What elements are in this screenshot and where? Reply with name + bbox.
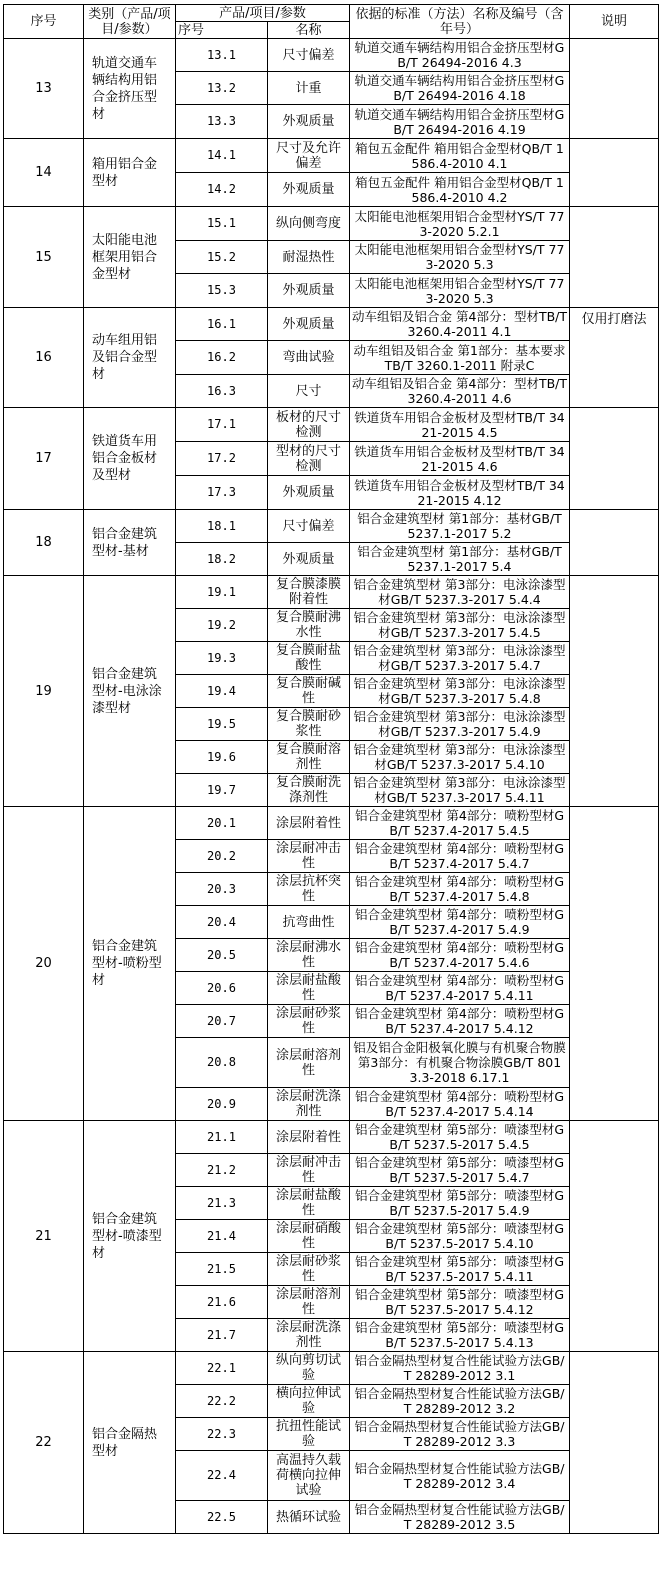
table-row (4, 807, 659, 840)
group-seq: 14 (4, 139, 84, 207)
item-standard: 箱包五金配件 箱用铝合金型材QB/T 1586.4-2010 4.1 (350, 139, 570, 173)
table-row (4, 510, 659, 543)
item-name: 计重 (268, 72, 350, 105)
item-number: 20.6 (176, 972, 268, 1005)
item-standard: 铝合金建筑型材 第3部分：电泳涂漆型材GB/T 5237.3-2017 5.4.9 (350, 708, 570, 741)
item-name: 纵向剪切试验 (268, 1352, 350, 1385)
group-category-text: 动车组用铝及铝合金型材 (92, 333, 158, 382)
item-number: 22.3 (176, 1418, 268, 1451)
item-standard: 动车组铝及铝合金 第1部分：基本要求TB/T 3260.1-2011 附录C (350, 341, 570, 375)
item-number: 20.5 (176, 939, 268, 972)
item-name: 外观质量 (268, 476, 350, 510)
item-standard: 铝合金建筑型材 第3部分：电泳涂漆型材GB/T 5237.3-2017 5.4.7 (350, 642, 570, 675)
item-name: 外观质量 (268, 105, 350, 139)
item-standard: 太阳能电池框架用铝合金型材YS/T 773-2020 5.3 (350, 274, 570, 308)
item-name: 热循环试验 (268, 1501, 350, 1534)
item-name: 弯曲试验 (268, 341, 350, 375)
item-number: 19.3 (176, 642, 268, 675)
header-note: 说明 (570, 5, 659, 39)
table-row (4, 1121, 659, 1154)
item-standard: 铝合金隔热型材复合性能试验方法GB/T 28289-2012 3.4 (350, 1451, 570, 1501)
item-name: 外观质量 (268, 543, 350, 576)
group-category (84, 408, 176, 510)
group-note (570, 576, 659, 807)
item-standard: 铝合金建筑型材 第3部分：电泳涂漆型材GB/T 5237.3-2017 5.4.11 (350, 774, 570, 807)
item-number: 13.2 (176, 72, 268, 105)
item-standard: 铝合金建筑型材 第5部分：喷漆型材GB/T 5237.5-2017 5.4.12 (350, 1286, 570, 1319)
item-standard: 铝合金建筑型材 第5部分：喷漆型材GB/T 5237.5-2017 5.4.11 (350, 1253, 570, 1286)
item-standard: 铝合金建筑型材 第4部分：喷粉型材GB/T 5237.4-2017 5.4.14 (350, 1088, 570, 1121)
group-note (570, 39, 659, 139)
header-sub-seq: 序号 (176, 22, 268, 39)
item-number: 21.7 (176, 1319, 268, 1352)
group-category (84, 207, 176, 308)
item-standard: 铝合金建筑型材 第4部分：喷粉型材GB/T 5237.4-2017 5.4.9 (350, 906, 570, 939)
item-name: 外观质量 (268, 173, 350, 207)
item-standard: 铝合金建筑型材 第5部分：喷漆型材GB/T 5237.5-2017 5.4.5 (350, 1121, 570, 1154)
item-number: 17.3 (176, 476, 268, 510)
item-name: 涂层耐洗涤剂性 (268, 1088, 350, 1121)
item-name: 涂层抗杯突性 (268, 873, 350, 906)
item-name: 复合膜耐沸水性 (268, 609, 350, 642)
item-standard: 轨道交通车辆结构用铝合金挤压型材GB/T 26494-2016 4.19 (350, 105, 570, 139)
group-category-text: 轨道交通车辆结构用铝合金挤压型材 (92, 55, 158, 122)
item-number: 19.6 (176, 741, 268, 774)
item-number: 19.2 (176, 609, 268, 642)
item-number: 22.5 (176, 1501, 268, 1534)
item-number: 19.4 (176, 675, 268, 708)
item-name: 复合膜耐溶剂性 (268, 741, 350, 774)
item-standard: 箱包五金配件 箱用铝合金型材QB/T 1586.4-2010 4.2 (350, 173, 570, 207)
item-name: 横向拉伸试验 (268, 1385, 350, 1418)
group-note (570, 207, 659, 308)
group-note (570, 1121, 659, 1352)
item-standard: 铝合金建筑型材 第5部分：喷漆型材GB/T 5237.5-2017 5.4.7 (350, 1154, 570, 1187)
item-name: 涂层耐砂浆性 (268, 1253, 350, 1286)
group-category (84, 576, 176, 807)
standards-table (3, 4, 659, 1534)
item-number: 17.2 (176, 442, 268, 476)
item-number: 15.2 (176, 241, 268, 274)
item-name: 涂层附着性 (268, 1121, 350, 1154)
group-category-text: 铝合金建筑型材-喷漆型材 (92, 1211, 162, 1261)
item-number: 21.5 (176, 1253, 268, 1286)
item-standard: 铝合金建筑型材 第4部分：喷粉型材GB/T 5237.4-2017 5.4.6 (350, 939, 570, 972)
item-standard: 铝合金建筑型材 第4部分：喷粉型材GB/T 5237.4-2017 5.4.7 (350, 840, 570, 873)
group-seq: 19 (4, 576, 84, 807)
item-number: 19.7 (176, 774, 268, 807)
item-number: 18.1 (176, 510, 268, 543)
item-name: 涂层耐盐酸性 (268, 1187, 350, 1220)
item-standard: 铝合金隔热型材复合性能试验方法GB/T 28289-2012 3.3 (350, 1418, 570, 1451)
item-number: 20.9 (176, 1088, 268, 1121)
group-category (84, 139, 176, 207)
item-name: 尺寸偏差 (268, 510, 350, 543)
group-category (84, 308, 176, 408)
item-name: 外观质量 (268, 274, 350, 308)
group-category-text: 箱用铝合金型材 (92, 156, 158, 189)
item-standard: 铝合金隔热型材复合性能试验方法GB/T 28289-2012 3.1 (350, 1352, 570, 1385)
item-number: 20.8 (176, 1038, 268, 1088)
group-category (84, 510, 176, 576)
item-name: 抗弯曲性 (268, 906, 350, 939)
item-number: 16.2 (176, 341, 268, 375)
group-seq: 15 (4, 207, 84, 308)
item-number: 21.1 (176, 1121, 268, 1154)
group-note-text: 仅用打磨法 (581, 312, 647, 327)
item-name: 板材的尺寸检测 (268, 408, 350, 442)
item-standard: 太阳能电池框架用铝合金型材YS/T 773-2020 5.2.1 (350, 207, 570, 241)
header-seq: 序号 (4, 5, 84, 39)
group-seq: 20 (4, 807, 84, 1121)
item-number: 22.1 (176, 1352, 268, 1385)
group-seq: 21 (4, 1121, 84, 1352)
item-standard: 铝合金建筑型材 第3部分：电泳涂漆型材GB/T 5237.3-2017 5.4.5 (350, 609, 570, 642)
item-standard: 铝合金建筑型材 第4部分：喷粉型材GB/T 5237.4-2017 5.4.12 (350, 1005, 570, 1038)
table-row (4, 408, 659, 442)
header-sub-name: 名称 (268, 22, 350, 39)
item-standard: 动车组铝及铝合金 第4部分：型材TB/T 3260.4-2011 4.1 (350, 308, 570, 341)
group-note (570, 510, 659, 576)
item-number: 16.1 (176, 308, 268, 341)
group-seq: 17 (4, 408, 84, 510)
group-note (570, 308, 659, 408)
group-category-text: 铝合金建筑型材-电泳涂漆型材 (92, 666, 162, 716)
item-standard: 铝合金隔热型材复合性能试验方法GB/T 28289-2012 3.2 (350, 1385, 570, 1418)
table-row (4, 576, 659, 609)
group-category-text: 铝合金建筑型材-基材 (92, 526, 158, 559)
item-number: 20.7 (176, 1005, 268, 1038)
header-product-group: 产品/项目/参数 (176, 5, 350, 22)
item-name: 复合膜耐砂浆性 (268, 708, 350, 741)
item-standard: 铁道货车用铝合金板材及型材TB/T 3421-2015 4.12 (350, 476, 570, 510)
item-name: 涂层附着性 (268, 807, 350, 840)
header-category: 类别（产品/项目/参数） (84, 5, 176, 39)
item-standard: 铝合金建筑型材 第3部分：电泳涂漆型材GB/T 5237.3-2017 5.4.4 (350, 576, 570, 609)
item-standard: 铁道货车用铝合金板材及型材TB/T 3421-2015 4.6 (350, 442, 570, 476)
item-number: 15.1 (176, 207, 268, 241)
item-name: 复合膜漆膜附着性 (268, 576, 350, 609)
item-name: 耐湿热性 (268, 241, 350, 274)
group-seq: 16 (4, 308, 84, 408)
item-name: 尺寸 (268, 375, 350, 408)
table-row (4, 1352, 659, 1385)
item-number: 15.3 (176, 274, 268, 308)
group-category (84, 1352, 176, 1534)
item-number: 14.1 (176, 139, 268, 173)
item-number: 22.4 (176, 1451, 268, 1501)
item-name: 复合膜耐碱性 (268, 675, 350, 708)
item-standard: 铝及铝合金阳极氧化膜与有机聚合物膜 第3部分：有机聚合物涂膜GB/T 8013.3-2018 6.17.1 (350, 1038, 570, 1088)
item-number: 21.6 (176, 1286, 268, 1319)
item-name: 涂层耐冲击性 (268, 840, 350, 873)
item-name: 尺寸及允许偏差 (268, 139, 350, 173)
item-name: 涂层耐溶剂性 (268, 1286, 350, 1319)
group-category-text: 太阳能电池框架用铝合金型材 (92, 232, 158, 282)
item-number: 20.4 (176, 906, 268, 939)
item-name: 尺寸偏差 (268, 39, 350, 72)
item-number: 20.3 (176, 873, 268, 906)
item-number: 18.2 (176, 543, 268, 576)
item-standard: 铝合金建筑型材 第4部分：喷粉型材GB/T 5237.4-2017 5.4.11 (350, 972, 570, 1005)
item-standard: 铝合金建筑型材 第5部分：喷漆型材GB/T 5237.5-2017 5.4.10 (350, 1220, 570, 1253)
item-number: 14.2 (176, 173, 268, 207)
group-category (84, 39, 176, 139)
group-category-text: 铝合金建筑型材-喷粉型材 (92, 939, 162, 988)
item-name: 复合膜耐洗涤剂性 (268, 774, 350, 807)
item-name: 外观质量 (268, 308, 350, 341)
item-name: 涂层耐砂浆性 (268, 1005, 350, 1038)
group-seq: 18 (4, 510, 84, 576)
header-standard: 依据的标准（方法）名称及编号（含年号） (350, 5, 570, 39)
group-category (84, 1121, 176, 1352)
item-standard: 轨道交通车辆结构用铝合金挤压型材GB/T 26494-2016 4.3 (350, 39, 570, 72)
table-row (4, 39, 659, 72)
group-note (570, 408, 659, 510)
item-number: 21.4 (176, 1220, 268, 1253)
item-name: 涂层耐洗涤剂性 (268, 1319, 350, 1352)
item-number: 19.5 (176, 708, 268, 741)
group-category-text: 铝合金隔热型材 (92, 1426, 158, 1459)
table-body (4, 39, 659, 1534)
group-seq: 13 (4, 39, 84, 139)
item-number: 13.1 (176, 39, 268, 72)
item-standard: 铝合金建筑型材 第4部分：喷粉型材GB/T 5237.4-2017 5.4.5 (350, 807, 570, 840)
item-standard: 铝合金建筑型材 第4部分：喷粉型材GB/T 5237.4-2017 5.4.8 (350, 873, 570, 906)
item-standard: 铝合金建筑型材 第1部分：基材GB/T 5237.1-2017 5.4 (350, 543, 570, 576)
item-name: 抗扭性能试验 (268, 1418, 350, 1451)
group-category-text: 铁道货车用铝合金板材及型材 (92, 434, 158, 483)
item-standard: 动车组铝及铝合金 第4部分：型材TB/T 3260.4-2011 4.6 (350, 375, 570, 408)
item-standard: 铁道货车用铝合金板材及型材TB/T 3421-2015 4.5 (350, 408, 570, 442)
table-row (4, 139, 659, 173)
item-name: 涂层耐硝酸性 (268, 1220, 350, 1253)
item-number: 22.2 (176, 1385, 268, 1418)
item-number: 21.3 (176, 1187, 268, 1220)
item-number: 19.1 (176, 576, 268, 609)
item-name: 复合膜耐盐酸性 (268, 642, 350, 675)
item-standard: 轨道交通车辆结构用铝合金挤压型材GB/T 26494-2016 4.18 (350, 72, 570, 105)
item-number: 13.3 (176, 105, 268, 139)
item-number: 21.2 (176, 1154, 268, 1187)
item-name: 涂层耐冲击性 (268, 1154, 350, 1187)
item-name: 高温持久载荷横向拉伸试验 (268, 1451, 350, 1501)
item-number: 16.3 (176, 375, 268, 408)
item-name: 涂层耐溶剂性 (268, 1038, 350, 1088)
item-number: 20.1 (176, 807, 268, 840)
item-standard: 铝合金建筑型材 第3部分：电泳涂漆型材GB/T 5237.3-2017 5.4.8 (350, 675, 570, 708)
item-standard: 太阳能电池框架用铝合金型材YS/T 773-2020 5.3 (350, 241, 570, 274)
item-standard: 铝合金建筑型材 第3部分：电泳涂漆型材GB/T 5237.3-2017 5.4.10 (350, 741, 570, 774)
item-name: 纵向侧弯度 (268, 207, 350, 241)
item-standard: 铝合金隔热型材复合性能试验方法GB/T 28289-2012 3.5 (350, 1501, 570, 1534)
item-number: 17.1 (176, 408, 268, 442)
group-note (570, 807, 659, 1121)
item-standard: 铝合金建筑型材 第1部分：基材GB/T 5237.1-2017 5.2 (350, 510, 570, 543)
group-seq: 22 (4, 1352, 84, 1534)
table-row (4, 207, 659, 241)
item-name: 涂层耐盐酸性 (268, 972, 350, 1005)
group-note (570, 139, 659, 207)
table-row (4, 308, 659, 341)
item-standard: 铝合金建筑型材 第5部分：喷漆型材GB/T 5237.5-2017 5.4.9 (350, 1187, 570, 1220)
item-number: 20.2 (176, 840, 268, 873)
group-note (570, 1352, 659, 1534)
item-name: 涂层耐沸水性 (268, 939, 350, 972)
item-name: 型材的尺寸检测 (268, 442, 350, 476)
item-standard: 铝合金建筑型材 第5部分：喷漆型材GB/T 5237.5-2017 5.4.13 (350, 1319, 570, 1352)
group-category (84, 807, 176, 1121)
